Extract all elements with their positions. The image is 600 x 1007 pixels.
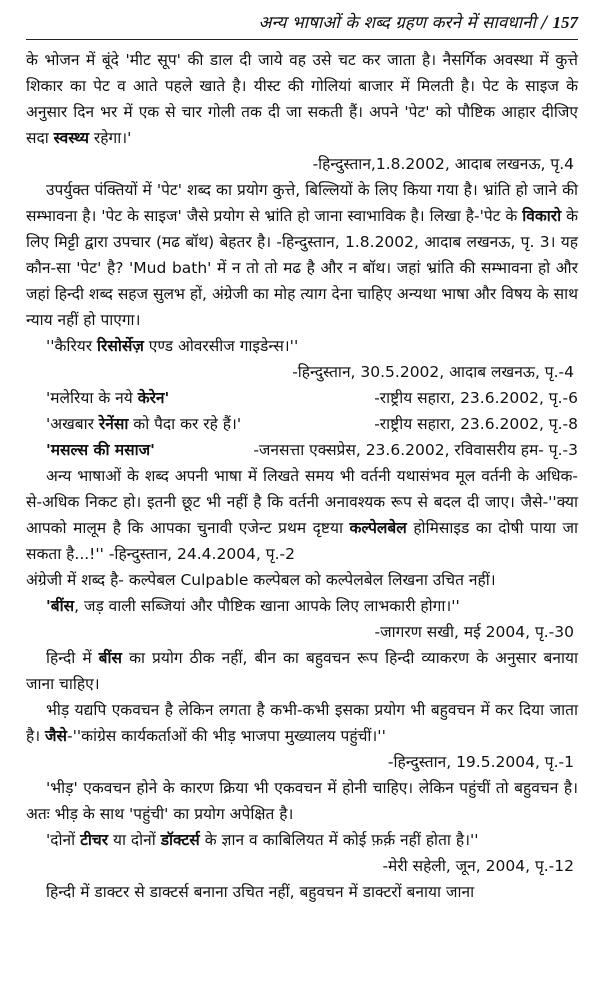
citation: -हिन्दुस्तान,1.8.2002, आदाब लखनऊ, पृ.4 xyxy=(312,155,574,173)
paragraph: उपर्युक्त पंक्तियों में 'पेट' शब्द का प्रयोग कुत्ते, बिल्लियों के लिए किया गया है। भ्रांति हो जाने की सम्भावना है। 'पेट के साइज' जैसे प्रयोग से भ्रांति हो जाना स्वाभाविक है। लिखा है-'पेट के विकारो के लिए मिट्टी द्वारा उपचार (मढ बॉथ) बेहतर है। -हिन्दुस्तान, 1.8.2002, आदाब लखनऊ, पृ. 3। यह कौन-सा 'पेट' है? 'Mud bath' में न तो तो मढ है और न बॉथ। जहां भ्रांति की सम्भावना हो और जहां हिन्दी शब्द सहज सुलभ हों, अंग्रेजी का मोह त्याग देना चाहिए अन्यथा भाषा और विषय के साथ न्याय नहीं हो पाएगा। xyxy=(26,181,578,329)
citation: -मेरी सहेली, जून, 2004, पृ.-12 xyxy=(382,857,574,875)
paragraph: भीड़ यद्यपि एकवचन है लेकिन लगता है कभी-कभी इसका प्रयोग भी बहुवचन में कर दिया जाता है। जैसे-''कांग्रेस कार्यकर्ताओं की भीड़ भाजपा मुख्यालय पहुंचीं।'' xyxy=(26,701,578,745)
quote: ''कैरियर रिसोर्सेज़ एण्ड ओवरसीज गाइडेन्स।'' xyxy=(46,337,299,355)
citation: -हिन्दुस्तान, 30.5.2002, आदाब लखनऊ, पृ.-4 xyxy=(292,363,574,381)
quote-row: 'मलेरिया के नये केरेन' -राष्ट्रीय सहारा, 23.6.2002, पृ.-6 xyxy=(46,389,578,407)
header-title: अन्य भाषाओं के शब्द ग्रहण करने में सावधानी / xyxy=(258,13,553,33)
page-number: 157 xyxy=(552,13,578,32)
paragraph: हिन्दी में डाक्टर से डाक्टर्स बनाना उचित नहीं, बहुवचन में डाक्टरों बनाया जाना xyxy=(46,883,475,901)
running-header xyxy=(26,10,578,40)
quote: 'दोनों टीचर या दोनों डॉक्टर्स के ज्ञान व काबिलियत में कोई फ़र्क़ नहीं होता है।'' xyxy=(46,831,479,849)
paragraph: 'भीड़' एकवचन होने के कारण क्रिया भी एकवचन में होनी चाहिए। लेकिन पहुंचीं तो बहुवचन है। अतः भीड़ के साथ 'पहुंची' का प्रयोग अपेक्षित है। xyxy=(26,779,578,823)
citation: -हिन्दुस्तान, 19.5.2004, पृ.-1 xyxy=(387,753,574,771)
citation: -जागरण सखी, मई 2004, पृ.-30 xyxy=(374,623,574,641)
paragraph: अंग्रेजी में शब्द है- कल्पेबल Culpable कल्पेबल को कल्पेलबेल लिखना उचित नहीं। xyxy=(26,571,496,589)
paragraph: अन्य भाषाओं के शब्द अपनी भाषा में लिखते समय भी वर्तनी यथासंभव मूल वर्तनी के अधिक-से-अधिक निकट हो। इतनी छूट भी नहीं है कि वर्तनी अनावश्यक रूप से बदल दी जाए। जैसे-''क्या आपको मालूम है कि आपका चुनावी एजेन्ट प्रथम दृष्टया कल्पेलबेल होमिसाइड का दोषी पाया जा सकता है...!'' -हिन्दुस्तान, 24.4.2004, पृ.-2 xyxy=(26,467,578,563)
quote-row: 'मसल्स की मसाज' -जनसत्ता एक्सप्रेस, 23.6.2002, रविवासरीय हम- पृ.-3 xyxy=(46,441,578,459)
paragraph: हिन्दी में बींस का प्रयोग ठीक नहीं, बीन का बहुवचन रूप हिन्दी व्याकरण के अनुसार बनाया जाना चाहिए। xyxy=(26,649,578,693)
paragraph: के भोजन में बूंदे 'मीट सूप' की डाल दी जाये वह उसे चट कर जाता है। नैसर्गिक अवस्था में कुत्ते शिकार का पेट व आते पहले खाते है। यीस्ट की गोलियां बाजार में मिलती है। पेट के साइज के अनुसार दिन भर में एक से चार गोली तक दी जा सकती हैं। अपने 'पेट' को पौष्टिक आहार दीजिए सदा स्वस्थ्य रहेगा।' xyxy=(26,51,578,147)
quote: 'बींस, जड़ वाली सब्जियां और पौष्टिक खाना आपके लिए लाभकारी होगा।'' xyxy=(46,597,460,615)
quote-row: 'अखबार रेनेंसा को पैदा कर रहे हैं।' -राष्ट्रीय सहारा, 23.6.2002, पृ.-8 xyxy=(46,415,578,433)
